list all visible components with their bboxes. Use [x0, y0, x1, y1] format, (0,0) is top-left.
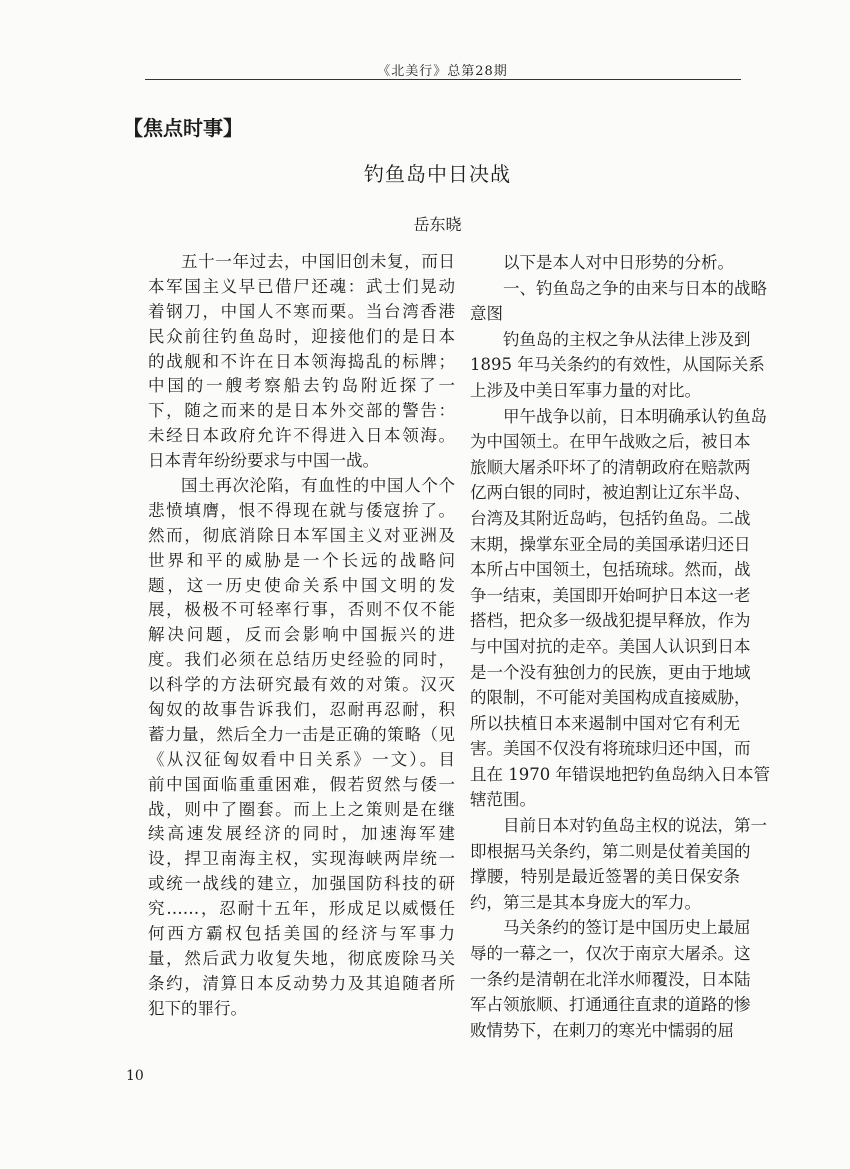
text-line: 本军国主义早已借尸还魂：武士们晃动	[148, 276, 455, 296]
text-line: 亿两白银的同时，被迫割让辽东半岛、	[470, 483, 751, 503]
text-line: 意图	[470, 304, 503, 324]
text-line: 蓄力量，然后全力一击是正确的策略（见	[148, 724, 455, 744]
text-line: 悲愤填膺，恨不得现在就与倭寇拚了。	[148, 500, 455, 520]
text-line: 本所占中国领土，包括琉球。然而，战	[470, 560, 751, 580]
section-label: 【焦点时事】	[123, 116, 243, 140]
running-head: 《北美行》总第28期	[377, 64, 508, 79]
text-line: 度。我们必须在总结历史经验的同时，	[148, 650, 455, 670]
paragraph	[470, 250, 740, 276]
text-line: 量，然后武力收复失地，彻底废除马关	[148, 948, 455, 968]
text-line: 题，这一历史使命关系中国文明的发	[148, 575, 455, 595]
text-line: 条约，清算日本反动势力及其追随者所	[148, 973, 455, 993]
article-author: 岳东晓	[413, 215, 462, 234]
text-line: 日本青年纷纷要求与中国一战。	[148, 451, 379, 471]
header-rule	[145, 79, 741, 80]
text-line: 约，第三是其本身庞大的军力。	[470, 892, 701, 912]
text-line: 前中国面临重重困难，假若贸然与倭一	[148, 774, 455, 794]
text-line: 一条约是清朝在北洋水师覆没，日本陆	[470, 969, 751, 989]
article-title: 钓鱼岛中日决战	[364, 162, 511, 186]
paragraph	[470, 813, 767, 915]
text-line: 五十一年过去，中国旧创未复，而日	[181, 252, 455, 271]
text-line: 即根据马关条约，第二则是仗着美国的	[470, 841, 751, 861]
text-line: 下，随之而来的是日本外交部的警告：	[148, 401, 455, 421]
text-line: 目前日本对钓鱼岛主权的说法，第一	[503, 816, 767, 836]
text-line: 军占领旅顺、打通通往直隶的道路的惨	[470, 995, 751, 1015]
text-line: 末期，操掌东亚全局的美国承诺归还日	[470, 534, 751, 554]
text-line: 1895 年马关条约的有效性，从国际关系	[470, 355, 765, 375]
paragraph	[470, 327, 765, 404]
text-line: 马关条约的签订是中国历史上最屈	[503, 918, 751, 938]
text-line: 钓鱼岛的主权之争从法律上涉及到	[503, 329, 751, 349]
text-line: 所以扶植日本来遏制中国对它有利无	[470, 713, 740, 733]
paragraph	[470, 915, 751, 1043]
text-line: 甲午战争以前，日本明确承认钓鱼岛	[503, 406, 767, 426]
text-line: 《从汉征匈奴看中日关系》一文）。目	[148, 749, 455, 769]
text-line: 未经日本政府允许不得进入日本领海。	[148, 426, 455, 446]
text-line: 的限制，不可能对美国构成直接威胁，	[470, 688, 751, 708]
text-line: 或统一战线的建立，加强国防科技的研	[148, 874, 455, 894]
text-line: 着钢刀，中国人不寒而栗。当台湾香港	[148, 301, 455, 321]
text-line: 败情势下，在刺刀的寒光中懦弱的屈	[470, 1020, 734, 1040]
text-line: 的战舰和不许在日本领海捣乱的标牌；	[148, 351, 455, 371]
text-line: 争一结束，美国即开始呵护日本这一老	[470, 585, 751, 605]
page-number: 10	[126, 1068, 144, 1084]
text-line: 世界和平的威胁是一个长远的战略问	[148, 550, 455, 570]
text-line: 撑腰，特别是最近签署的美日保安条	[470, 867, 740, 887]
text-line: 以下是本人对中日形势的分析。	[503, 253, 734, 272]
text-line: 搭档，把众多一级战犯提早释放，作为	[470, 611, 751, 631]
paragraph	[148, 250, 455, 474]
paragraph	[470, 276, 767, 327]
text-line: 且在 1970 年错误地把钓鱼岛纳入日本管	[470, 764, 770, 784]
text-line: 一、钓鱼岛之争的由来与日本的战略	[503, 278, 767, 298]
text-line: 究……，忍耐十五年，形成足以威慑任	[148, 899, 455, 919]
text-line: 上涉及中美日军事力量的对比。	[470, 380, 701, 400]
text-line: 辱的一幕之一，仅次于南京大屠杀。这	[470, 944, 751, 964]
text-line: 害。美国不仅没有将琉球归还中国，而	[470, 739, 751, 759]
text-line: 旅顺大屠杀吓坏了的清朝政府在赔款两	[470, 457, 751, 477]
text-line: 匈奴的故事告诉我们，忍耐再忍耐，积	[148, 700, 455, 720]
text-line: 何西方霸权包括美国的经济与军事力	[148, 924, 455, 944]
paragraph	[470, 404, 770, 814]
text-line: 然而，彻底消除日本军国主义对亚洲及	[148, 525, 455, 545]
text-line: 中国的一艘考察船去钓岛附近探了一	[148, 376, 455, 396]
text-line: 是一个没有独创力的民族，更由于地域	[470, 662, 751, 682]
text-line: 与中国对抗的走卒。美国人认识到日本	[470, 636, 751, 656]
text-line: 展，极极不可轻率行事，否则不仅不能	[148, 600, 455, 620]
text-line: 为中国领土。在甲午战败之后，被日本	[470, 432, 751, 452]
text-line: 台湾及其附近岛屿，包括钓鱼岛。二战	[470, 508, 751, 528]
body-column-left	[148, 250, 455, 1022]
text-line: 战，则中了圈套。而上上之策则是在继	[148, 799, 455, 819]
text-line: 犯下的罪行。	[148, 998, 247, 1018]
paragraph	[148, 474, 455, 1022]
text-line: 续高速发展经济的同时，加速海军建	[148, 824, 455, 844]
text-line: 解决问题，反而会影响中国振兴的进	[148, 625, 455, 645]
text-line: 以科学的方法研究最有效的对策。汉灭	[148, 675, 455, 695]
text-line: 设，捍卫南海主权，实现海峡两岸统一	[148, 849, 455, 869]
text-line: 民众前往钓鱼岛时，迎接他们的是日本	[148, 326, 455, 346]
text-line: 辖范围。	[470, 790, 536, 810]
text-line: 国土再次沦陷，有血性的中国人个个	[181, 476, 455, 496]
body-column-right	[470, 250, 770, 1043]
